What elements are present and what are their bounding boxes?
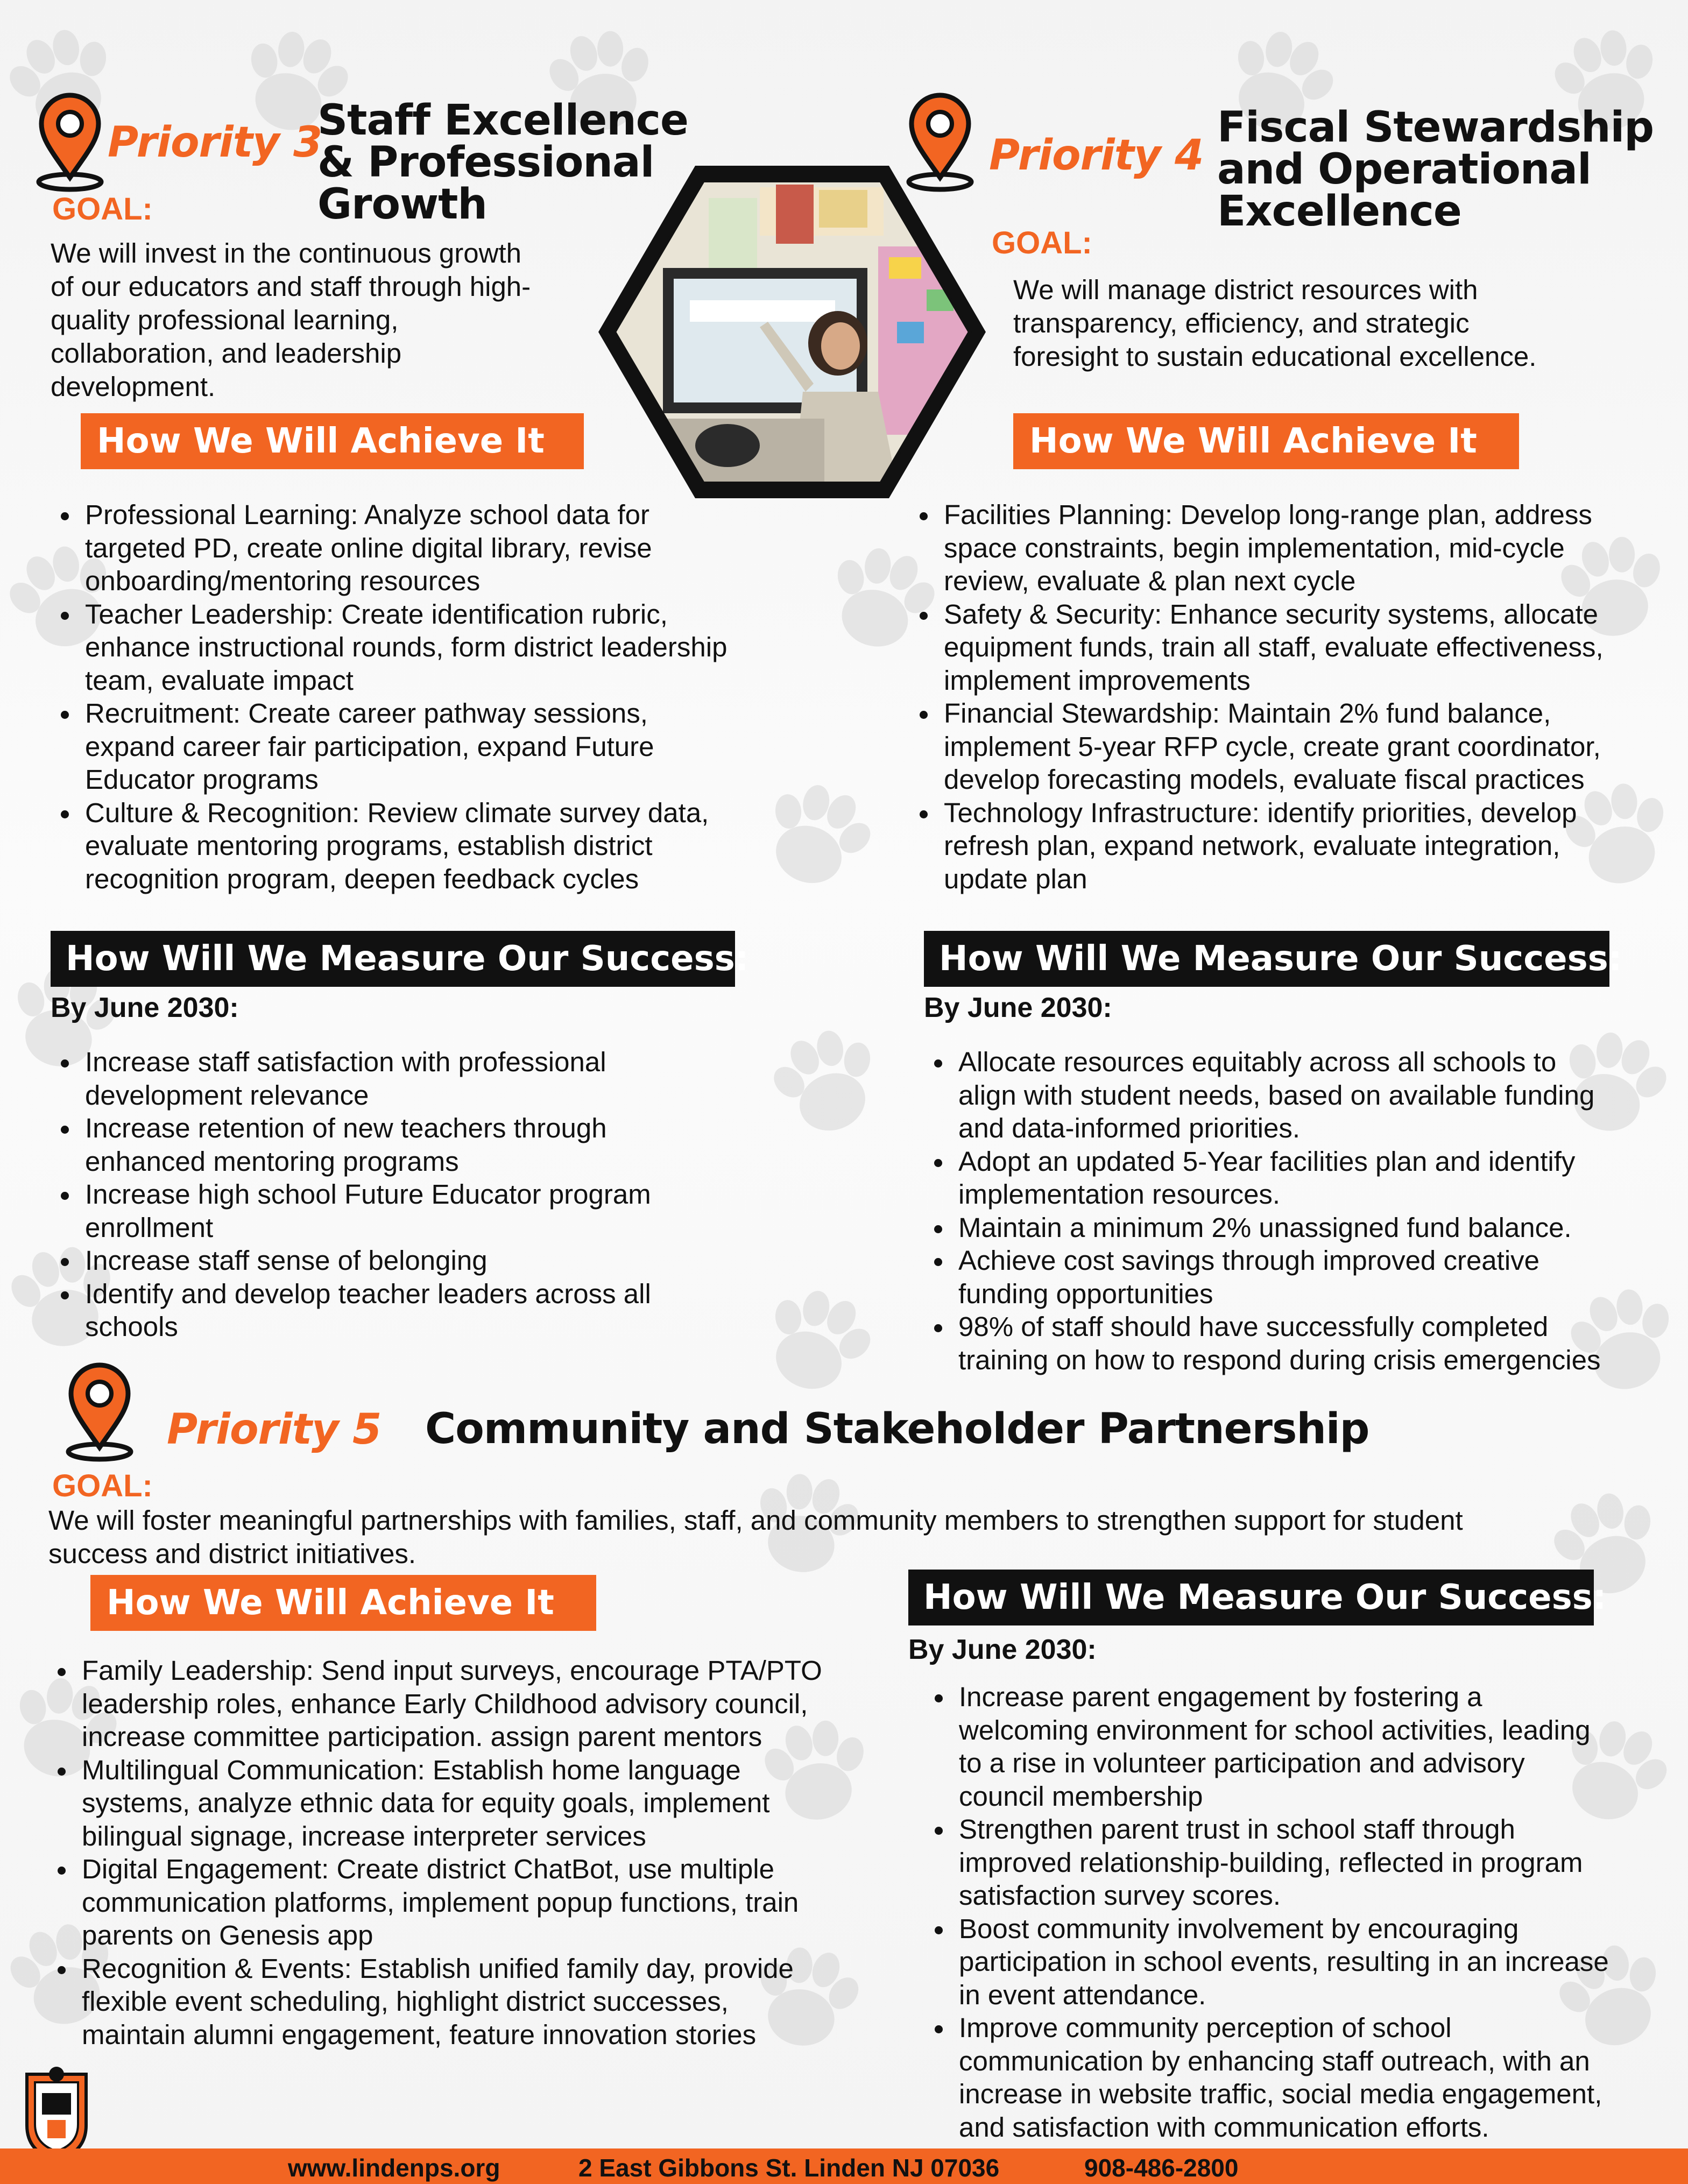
goal-line: development. [51,371,216,402]
district-logo [16,2061,97,2163]
list-item-line: develop forecasting models, evaluate fiscal practices [944,764,1585,795]
list-item-line: Financial Stewardship: Maintain 2% fund balance, [944,698,1551,729]
list-item-line: systems, analyze ethnic data for equity goals, implement [82,1787,770,1818]
list-item-line: equipment funds, train all staff, evaluate effectiveness, [944,632,1604,662]
list-item-line: Culture & Recognition: Review climate survey data, [85,797,709,828]
priority5-measure-heading: How Will We Measure Our Success: [908,1570,1594,1625]
list-item-line: communication platforms, implement popup functions, train [82,1886,799,1918]
priority5-label: Priority 5 [167,1405,382,1454]
goal-line: We will manage district resources with [1013,274,1478,305]
list-item-line: implementation resources. [958,1179,1281,1210]
priority3-label: Priority 3 [108,118,322,167]
goal-line: of our educators and staff through high- [51,271,531,302]
goal-line: collaboration, and leadership [51,338,402,369]
list-item-line: Increase retention of new teachers through [85,1113,607,1143]
list-item-line: schools [85,1311,178,1342]
list-item-line: in event attendance. [959,1979,1206,2010]
list-item-line: participation in school events, resulting in an increase [959,1946,1609,1977]
list-item [954,1045,1683,1145]
list-item [77,1754,917,1853]
priority3-measure-heading: How Will We Measure Our Success: [51,931,735,987]
list-item [940,598,1688,697]
priority3-achieve-heading: How We Will Achieve It [81,413,584,469]
priority4-title-line: and Operational [1217,145,1591,194]
list-item-line: Increase staff satisfaction with professional [85,1047,606,1077]
list-item-line: Technology Infrastructure: identify priorities, develop [944,797,1577,828]
priority5-title: Community and Stakeholder Partnership [425,1405,1369,1453]
list-item [954,1211,1683,1245]
priority5-goal-label: GOAL: [52,1468,153,1503]
list-item [955,2011,1688,2144]
list-item [955,1680,1688,1813]
goal-line: foresight to sustain educational excellence. [1013,341,1537,372]
list-item [940,498,1688,598]
list-item-line: enrollment [85,1212,214,1243]
list-item-line: and satisfaction with communication efforts. [959,2111,1489,2143]
footer-website-link[interactable]: www.lindenps.org [288,2154,500,2182]
list-item-line: Facilities Planning: Develop long-range plan, address [944,499,1592,530]
priority5-achieve-list [47,1654,917,2051]
priority3-measure-list [51,1045,823,1344]
list-item-line: communication by enhancing staff outreach, with an [959,2045,1590,2076]
list-item-line: implement improvements [944,665,1251,696]
list-item-line: enhanced mentoring programs [85,1146,459,1177]
priority4-achieve-list [909,498,1688,895]
goal-line: success and district initiatives. [48,1538,416,1569]
list-item-line: Strengthen parent trust in school staff through [959,1814,1515,1844]
list-item-line: team, evaluate impact [85,665,354,696]
list-item-line: council membership [959,1780,1203,1812]
list-item-line: Safety & Security: Enhance security systems, allocate [944,598,1599,630]
list-item-line: parents on Genesis app [82,1920,373,1950]
list-item-line: review, evaluate & plan next cycle [944,566,1356,596]
list-item-line: update plan [944,863,1087,894]
goal-line: We will foster meaningful partnerships with families, staff, and community members to strengthen support for student [48,1505,1463,1536]
priority4-title-line: Fiscal Stewardship [1217,103,1654,152]
list-item-line: Teacher Leadership: Create identification rubric, [85,598,668,630]
list-item-line: funding opportunities [958,1278,1213,1309]
list-item-line: refresh plan, expand network, evaluate integration, [944,830,1560,861]
list-item-line: Adopt an updated 5-Year facilities plan and identify [958,1146,1576,1177]
priority4-measure-list [924,1045,1683,1376]
list-item [954,1145,1683,1211]
list-item-line: increase in website traffic, social media engagement, [959,2079,1602,2109]
priority3-by-date: By June 2030: [51,992,239,1023]
list-item [954,1310,1683,1376]
priority4-measure-heading: How Will We Measure Our Success: [924,931,1609,987]
list-item-line: align with student needs, based on available funding [958,1079,1595,1111]
list-item-line: space constraints, begin implementation, mid-cycle [944,532,1565,563]
goal-line: quality professional learning, [51,305,399,335]
priority3-goal-text [51,237,531,404]
list-item [954,1244,1683,1310]
list-item [955,1912,1688,2012]
list-item-line: Recruitment: Create career pathway sessions, [85,698,648,729]
priority4-title-line: Excellence [1217,187,1461,236]
list-item-line: leadership roles, enhance Early Childhood advisory council, [82,1688,808,1719]
list-item-line: implement 5-year RFP cycle, create grant coordinator, [944,731,1601,762]
priority3-title-line: Growth [317,180,487,229]
priority5-by-date: By June 2030: [908,1634,1097,1665]
list-item-line: Recognition & Events: Establish unified family day, provide [82,1953,794,1984]
list-item-line: training on how to respond during crisis emergencies [958,1344,1601,1375]
list-item-line: evaluate mentoring programs, establish district [85,830,653,861]
priority5-measure-list [924,1680,1688,2144]
list-item-line: Multilingual Communication: Establish home language [82,1754,741,1785]
priority4-goal-label: GOAL: [992,225,1092,260]
priority5-goal-text [48,1504,1463,1571]
list-item-line: flexible event scheduling, highlight district successes, [82,1986,729,2017]
priority4-achieve-heading: How We Will Achieve It [1013,413,1519,469]
list-item [955,1813,1688,1912]
list-item-line: expand career fair participation, expand Future [85,731,654,762]
list-item [77,1952,917,2052]
list-item-line: improved relationship-building, reflected in program [959,1847,1583,1878]
list-item-line: onboarding/mentoring resources [85,566,481,596]
list-item [81,498,823,598]
list-item-line: maintain alumni engagement, feature innovation stories [82,2019,757,2050]
list-item-line: Family Leadership: Send input surveys, encourage PTA/PTO [82,1655,822,1686]
priority3-title [317,96,688,229]
goal-line: We will invest in the continuous growth [51,238,521,268]
list-item-line: and data-informed priorities. [958,1113,1300,1143]
list-item-line: welcoming environment for school activities, leading [959,1714,1591,1745]
list-item-line: Allocate resources equitably across all schools to [958,1047,1557,1077]
list-item [77,1654,917,1754]
list-item-line: targeted PD, create online digital library, revise [85,532,652,563]
list-item-line: bilingual signage, increase interpreter services [82,1820,646,1851]
list-item-line: Professional Learning: Analyze school data for [85,499,649,530]
list-item [81,1045,823,1112]
list-item-line: increase committee participation. assign parent mentors [82,1721,762,1752]
list-item-line: Educator programs [85,764,319,795]
list-item [77,1853,917,1952]
list-item [940,796,1688,896]
priority4-label: Priority 4 [989,131,1204,180]
priority3-achieve-list [51,498,823,895]
list-item [81,1277,823,1344]
list-item [81,697,823,796]
list-item-line: Increase parent engagement by fostering a [959,1681,1482,1712]
priority4-goal-text [1013,273,1536,373]
priority4-title [1217,103,1654,236]
priority3-goal-label: GOAL: [52,192,153,227]
list-item-line: enhance instructional rounds, form district leadership [85,632,728,662]
list-item-line: recognition program, deepen feedback cycles [85,863,639,894]
priority3-title-line: & Professional [317,138,654,187]
list-item-line: Increase staff sense of belonging [85,1245,488,1276]
priority3-title-line: Staff Excellence [317,96,688,145]
list-item [940,697,1688,796]
location-pin-icon [900,91,980,194]
priority4-by-date: By June 2030: [924,992,1112,1023]
list-item-line: to a rise in volunteer participation and advisory [959,1748,1525,1778]
list-item-line: Achieve cost savings through improved creative [958,1245,1540,1276]
list-item-line: Boost community involvement by encouraging [959,1913,1519,1944]
location-pin-icon [59,1361,140,1464]
footer-address: 2 East Gibbons St. Linden NJ 07036 [578,2154,1000,2182]
list-item [81,1112,823,1178]
list-item-line: development relevance [85,1079,369,1111]
list-item-line: satisfaction survey scores. [959,1880,1281,1911]
location-pin-icon [30,91,110,194]
list-item-line: Increase high school Future Educator program [85,1179,651,1210]
list-item-line: Identify and develop teacher leaders across all [85,1278,651,1309]
list-item [81,1178,823,1244]
footer-phone: 908-486-2800 [1084,2154,1239,2182]
list-item-line: Improve community perception of school [959,2012,1452,2043]
list-item-line: Digital Engagement: Create district ChatBot, use multiple [82,1854,774,1884]
list-item-line: Maintain a minimum 2% unassigned fund balance. [958,1212,1572,1243]
goal-line: transparency, efficiency, and strategic [1013,308,1470,338]
priority5-achieve-heading: How We Will Achieve It [90,1575,596,1631]
list-item-line: 98% of staff should have successfully completed [958,1311,1549,1342]
list-item [81,796,823,896]
list-item [81,1244,823,1277]
list-item [81,598,823,697]
